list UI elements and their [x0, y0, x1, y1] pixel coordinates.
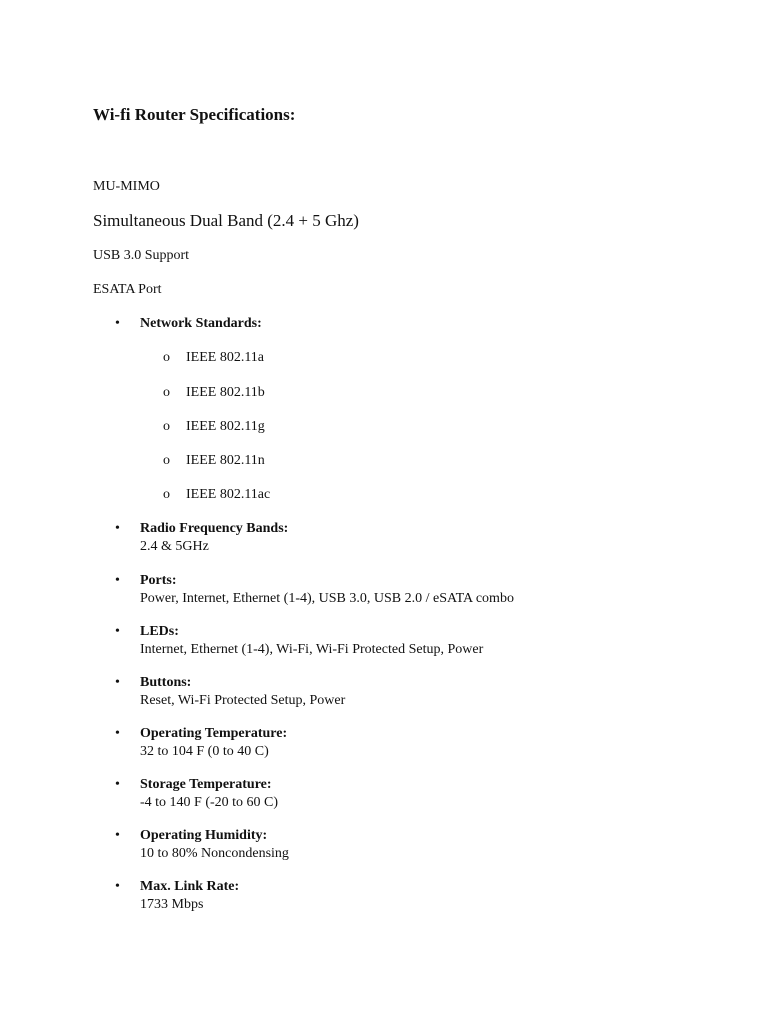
spec-value: Reset, Wi-Fi Protected Setup, Power: [140, 693, 346, 708]
spec-label: Max. Link Rate:: [140, 879, 240, 894]
spec-value: 32 to 104 F (0 to 40 C): [140, 744, 269, 759]
bullet-icon: •: [115, 675, 120, 690]
spec-label: LEDs:: [140, 624, 179, 639]
spec-value: -4 to 140 F (-20 to 60 C): [140, 795, 279, 810]
bullet-icon: •: [115, 726, 120, 741]
standard-item: IEEE 802.11ac: [186, 487, 271, 502]
standard-item: IEEE 802.11n: [186, 453, 265, 468]
standard-item: IEEE 802.11b: [186, 385, 265, 400]
spec-item-body: [140, 725, 740, 761]
spec-value: 1733 Mbps: [140, 897, 204, 912]
standard-item: IEEE 802.11g: [186, 419, 265, 434]
bullet-icon: •: [115, 521, 120, 536]
bullet-icon: •: [115, 828, 120, 843]
spec-item-body: [140, 520, 740, 556]
spec-item-body: [140, 623, 740, 659]
bullet-icon: •: [115, 777, 120, 792]
spec-value: Power, Internet, Ethernet (1-4), USB 3.0, USB 2.0 / eSATA combo: [140, 591, 514, 606]
spec-label: Radio Frequency Bands:: [140, 521, 289, 536]
sub-bullet-icon: o: [163, 487, 170, 502]
spec-label: Network Standards:: [140, 316, 262, 331]
bullet-icon: •: [115, 316, 120, 331]
spec-label: Operating Humidity:: [140, 828, 268, 843]
spec-label: Operating Temperature:: [140, 726, 288, 741]
spec-item-body: [140, 776, 740, 812]
spec-value: Internet, Ethernet (1-4), Wi-Fi, Wi-Fi Protected Setup, Power: [140, 642, 484, 657]
feature-mu-mimo: MU-MIMO: [93, 179, 160, 194]
spec-value: 2.4 & 5GHz: [140, 539, 209, 554]
spec-label: Ports:: [140, 573, 177, 588]
sub-bullet-icon: o: [163, 453, 170, 468]
sub-bullet-icon: o: [163, 350, 170, 365]
feature-dual-band: Simultaneous Dual Band (2.4 + 5 Ghz): [93, 211, 359, 230]
spec-item-body: [140, 572, 740, 608]
spec-item-body: [140, 878, 740, 914]
feature-esata: ESATA Port: [93, 282, 162, 297]
bullet-icon: •: [115, 624, 120, 639]
spec-item-body: [140, 674, 740, 710]
spec-item-body: [140, 315, 740, 333]
spec-value: 10 to 80% Noncondensing: [140, 846, 289, 861]
sub-bullet-icon: o: [163, 385, 170, 400]
sub-bullet-icon: o: [163, 419, 170, 434]
feature-usb: USB 3.0 Support: [93, 248, 190, 263]
document-title: Wi-fi Router Specifications:: [93, 105, 296, 124]
spec-label: Storage Temperature:: [140, 777, 272, 792]
spec-label: Buttons:: [140, 675, 192, 690]
spec-item-body: [140, 827, 740, 863]
bullet-icon: •: [115, 879, 120, 894]
standard-item: IEEE 802.11a: [186, 350, 265, 365]
bullet-icon: •: [115, 573, 120, 588]
